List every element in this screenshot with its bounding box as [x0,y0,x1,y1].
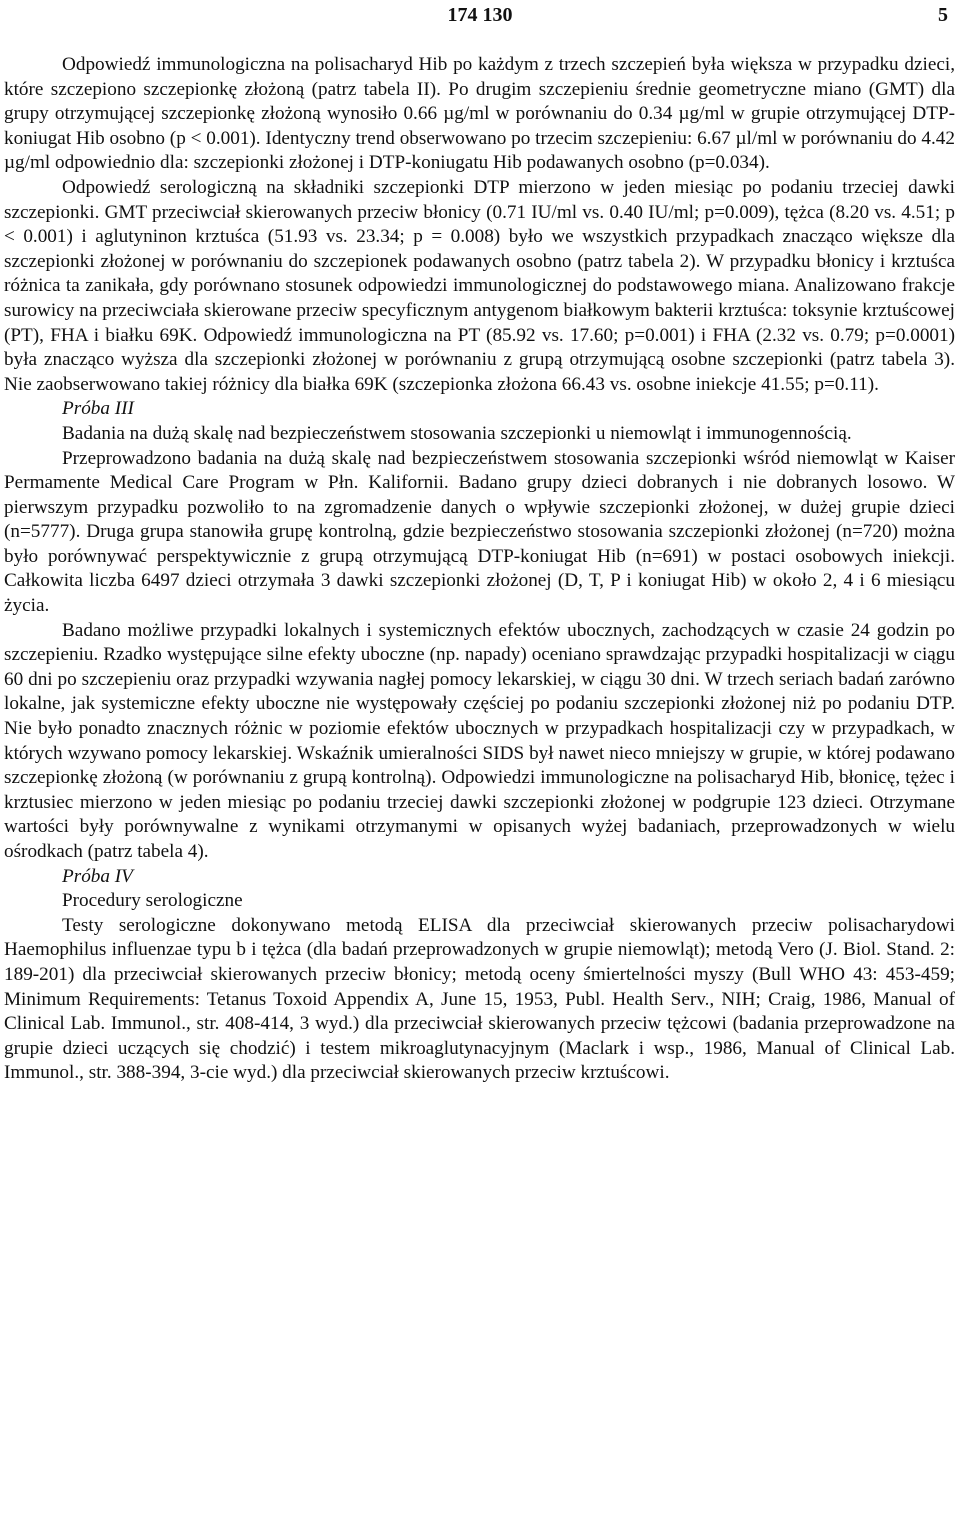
paragraph-trial-3-results: Badano możliwe przypadki lokalnych i systemicznych efektów ubocznych, zachodzących w czasie 24 godzin po szczepieniu. Rzadko występujące silne efekty uboczne (np. napady) oceniano sprawdzając przypadki hospitalizacji w ciągu 60 dni po szczepieniu oraz przypadki wzywania nagłej pomocy lekarskiej, w ciągu 30 dni. W trzech seriach badań zarówno lokalne, jak systemiczne efekty uboczne nie występowały częściej po podaniu szczepionki złożonej niż po podaniu DTP. Nie było ponadto znacznych różnic w poziomie efektów ubocznych w przypadkach hospitalizacji czy w przypadkach, w których wzywano pomocy lekarskiej. Wskaźnik umieralności SIDS był nawet nieco mniejszy w grupie, w której podawano szczepionkę złożoną (w porównaniu z grupą kontrolną). Odpowiedzi immunologiczne na polisacharyd Hib, błonicę, tężec i krztusiec mierzono w jeden miesiąc po podaniu trzeciej dawki szczepionki złożonej w podgrupie 123 dzieci. Otrzymane wartości były porównywalne z wynikami otrzymanymi w opisanych wyżej badaniach, przeprowadzonych w wielu ośrodkach (patrz tabela 4). [4,619,955,862]
paragraph-serology-procedures-title: Procedury serologiczne [62,890,243,912]
paragraph-trial-3-title: Badania na dużą skalę nad bezpieczeństwem stosowania szczepionki u niemowląt i immunogennością. [62,422,852,444]
section-heading-trial-3: Próba III [62,398,134,420]
section-heading-trial-4: Próba IV [62,865,133,887]
page-number: 5 [938,4,948,26]
paragraph-dtp-serology: Odpowiedź serologiczną na składniki szczepionki DTP mierzono w jeden miesiąc po podaniu trzeciej dawki szczepionki. GMT przeciwciał skierowanych przeciw błonicy (0.71 IU/ml vs. 0.40 IU/ml; p=0.009), tężca (8.20 vs. 4.51; p < 0.001) i aglutyninon krztuśca (51.93 vs. 23.34; p = 0.008) było we wszystkich przypadkach znacząco większe dla szczepionki złożonej w porównaniu do szczepionek podawanych osobno (patrz tabela 2). W przypadku błonicy i krztuśca różnica ta zanikała, gdy porównano stosunek odpowiedzi immunologicznej do podstawowego miana. Analizowano frakcje surowicy na przeciwciała skierowane przeciw specyficznym antygenom białkowym bakterii krztuśca: toksynie krztuścowej (PT), FHA i białku 69K. Odpowiedź immunologiczna na PT (85.92 vs. 17.60; p=0.001) i FHA (2.32 vs. 0.79; p=0.0001) była znacząco wyższa dla szczepionki złożonej w porównaniu z grupą otrzymującą osobne szczepionki (patrz tabela 3). Nie zaobserwowano takiej różnicy dla białka 69K (szczepionka złożona 66.43 vs. osobne iniekcje 41.55; p=0.11). [4,176,955,395]
paragraph-hib-response: Odpowiedź immunologiczna na polisacharyd Hib po każdym z trzech szczepień była większa w przypadku dzieci, które szczepiono szczepionkę złożoną (patrz tabela II). Po drugim szczepieniu średnie geometryczne miano (GMT) dla grupy otrzymującej szczepionkę złożoną wynosiło 0.66 µg/ml w porównaniu do 0.34 µg/ml w grupie otrzymującej DTP-koniugat Hib osobno (p < 0.001). Identyczny trend obserwowano po trzecim szczepieniu: 6.67 µl/ml w porównaniu do 4.42 µg/ml odpowiednio dla: szczepionki złożonej i DTP-koniugatu Hib podawanych osobno (p=0.034). [4,54,955,174]
paragraph-trial-3-design: Przeprowadzono badania na dużą skalę nad bezpieczeństwem stosowania szczepionki wśród niemowląt w Kaiser Permamente Medical Care Program w Płn. Kalifornii. Badano grupy dzieci dobranych i nie dobranych losowo. W pierwszym przypadku pozwoliło to na zgromadzenie danych o wpływie szczepionki złożonej, w dużej grupie dzieci (n=5777). Druga grupa stanowiła grupę kontrolną, gdzie bezpieczeństwo stosowania szczepionki złożonej (n=720) można było porównywać perspektywicznie z grupą otrzymującą DTP-koniugat Hib (n=691) w postaci osobowych iniekcji. Całkowita liczba 6497 dzieci otrzymała 3 dawki szczepionki złożonej (D, T, P i koniugat Hib) w około 2, 4 i 6 miesiącu życia. [4,447,955,617]
page-header [0,2,960,28]
body-text [4,53,955,1086]
paragraph-serology-methods: Testy serologiczne dokonywano metodą ELISA dla przeciwciał skierowanych przeciw polisacharydowi Haemophilus influenzae typu b i tężca (dla badań przeprowadzonych w grupie niemowląt); metodą Vero (J. Biol. Stand. 2: 189-201) dla przeciwciał skierowanych przeciw błonicy; metodą oceny śmiertelności myszy (Bull WHO 43: 453-459; Minimum Requirements: Tetanus Toxoid Appendix A, June 15, 1953, Publ. Health Serv., NIH; Craig, 1986, Manual of Clinical Lab. Immunol., str. 408-414, 3 wyd.) dla przeciwciał skierowanych przeciw tężcowi (badania przeprowadzone na grupie dzieci uczących się chodzić) i testem mikroaglutynacyjnym (Maclark i wsp., 1986, Manual of Clinical Lab. Immunol., str. 388-394, 3-cie wyd.) dla przeciwciał skierowanych przeciw krztuścowi. [4,914,955,1084]
document-number: 174 130 [447,4,513,26]
